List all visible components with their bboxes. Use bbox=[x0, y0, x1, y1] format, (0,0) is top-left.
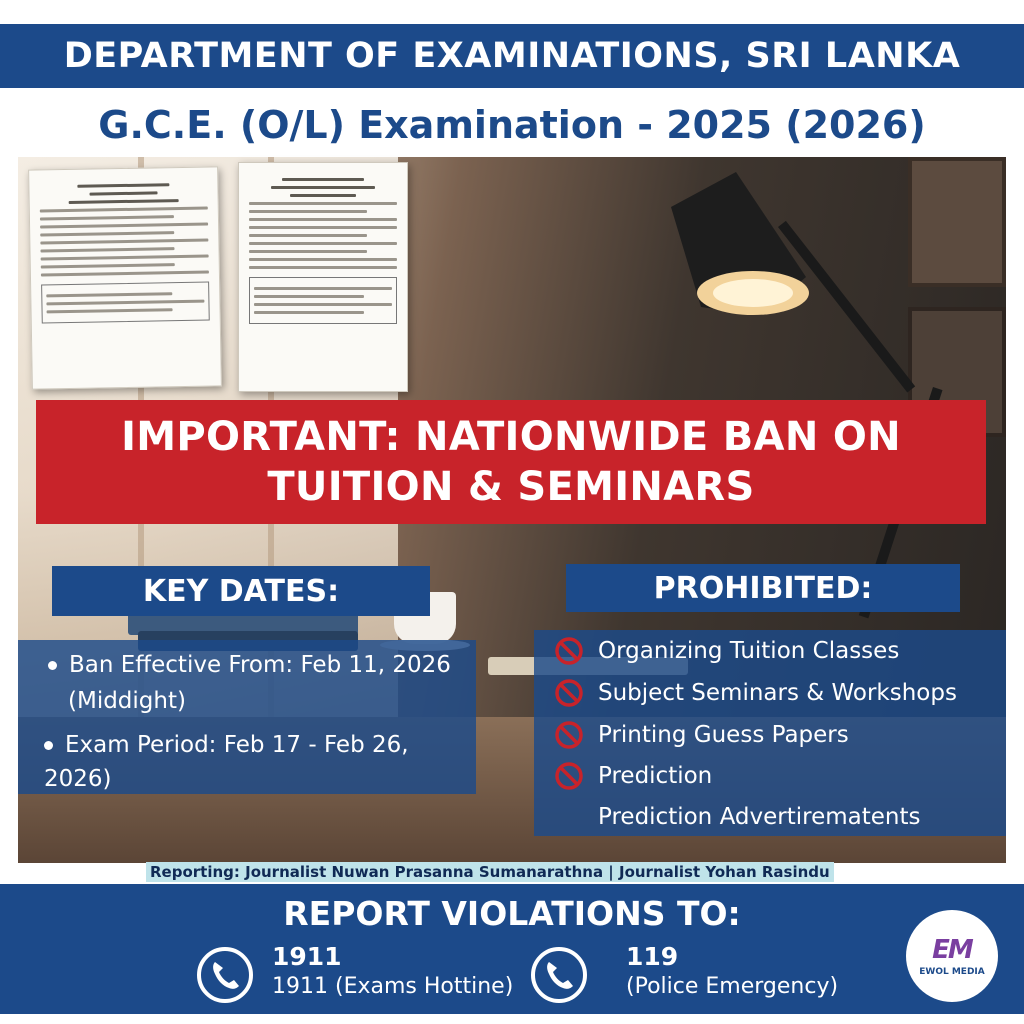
bullet-icon bbox=[44, 741, 53, 750]
prohibited-icon bbox=[554, 636, 584, 666]
reporting-credits: Reporting: Journalist Nuwan Prasanna Sumanarathna | Journalist Yohan Rasindu bbox=[146, 862, 834, 882]
ewol-media-logo bbox=[906, 910, 998, 1002]
prohibited-item: Subject Seminars & Workshops bbox=[554, 676, 957, 710]
wall-picture bbox=[908, 157, 1006, 287]
banner-line-2: TUITION & SEMINARS bbox=[267, 464, 755, 510]
prohibited-panel bbox=[534, 630, 1006, 836]
key-date-item: Exam Period: Feb 17 - Feb 26, 2026) bbox=[44, 732, 409, 792]
key-dates-panel bbox=[18, 640, 476, 794]
phone-icon bbox=[196, 946, 254, 1004]
prohibited-item: Prediction Advertirematents bbox=[598, 804, 921, 830]
report-title: REPORT VIOLATIONS TO: bbox=[283, 894, 741, 933]
bullet-icon bbox=[48, 661, 57, 670]
report-section bbox=[0, 884, 1024, 1014]
prohibited-heading: PROHIBITED: bbox=[566, 564, 960, 612]
prohibited-item: Printing Guess Papers bbox=[554, 718, 849, 752]
logo-mark: EM bbox=[932, 935, 972, 965]
key-date-item: (Middight) bbox=[68, 688, 186, 714]
prohibited-icon bbox=[554, 761, 584, 791]
notice-document bbox=[28, 166, 222, 389]
prohibited-icon bbox=[554, 720, 584, 750]
police-description: (Police Emergency) bbox=[626, 974, 839, 999]
hotline-description: 1911 (Exams Hottine) bbox=[272, 974, 514, 999]
notice-document bbox=[238, 162, 408, 392]
prohibited-item: Organizing Tuition Classes bbox=[554, 634, 899, 668]
exam-title: G.C.E. (O/L) Examination - 2025 (2026) bbox=[98, 103, 926, 147]
phone-icon bbox=[530, 946, 588, 1004]
desk-lamp-icon bbox=[641, 167, 811, 317]
logo-text: EWOL MEDIA bbox=[919, 967, 985, 977]
prohibited-icon bbox=[554, 678, 584, 708]
key-date-item: Ban Effective From: Feb 11, 2026 bbox=[48, 648, 451, 682]
ban-banner bbox=[36, 400, 986, 524]
police-number: 119 bbox=[626, 942, 679, 971]
prohibited-item: Prediction bbox=[554, 759, 712, 793]
banner-line-1: IMPORTANT: NATIONWIDE BAN ON bbox=[121, 414, 901, 460]
key-dates-heading: KEY DATES: bbox=[52, 566, 430, 616]
department-title: DEPARTMENT OF EXAMINATIONS, SRI LANKA bbox=[0, 24, 1024, 88]
hotline-number: 1911 bbox=[272, 942, 342, 971]
